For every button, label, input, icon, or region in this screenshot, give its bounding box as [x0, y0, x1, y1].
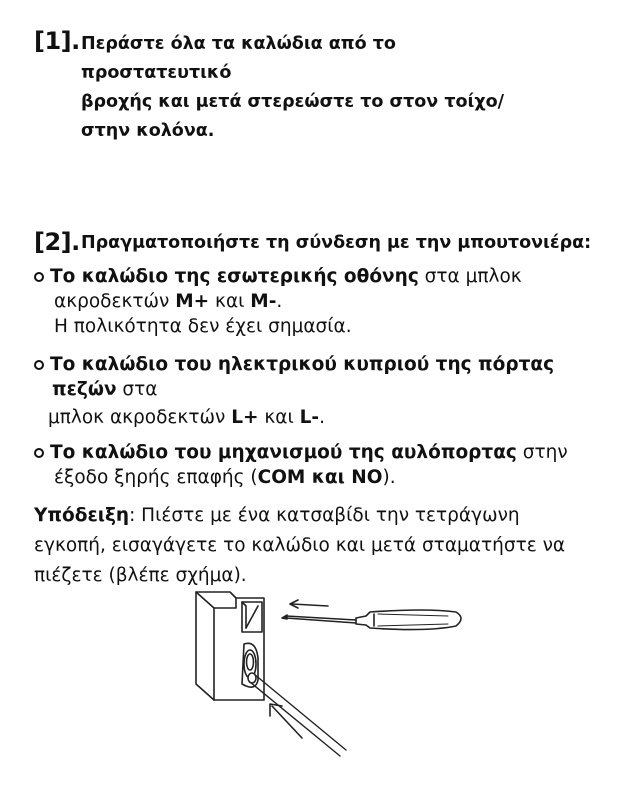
- bullet-text: στην: [516, 442, 568, 463]
- terminal-label: L+: [231, 407, 259, 428]
- hint: [34, 501, 614, 591]
- bullet-text: και: [258, 407, 300, 428]
- bullet-bold-text: Το καλώδιο της εσωτερικής οθόνης: [50, 266, 419, 287]
- bullet-text: μπλοκ ακροδεκτών: [48, 407, 232, 428]
- bullet-text: στα: [116, 379, 158, 400]
- bullet-text: στα μπλοκ: [418, 266, 522, 287]
- step-1-text: [81, 30, 621, 146]
- hint-label: Υπόδειξη: [34, 505, 130, 526]
- terminal-label: L-: [299, 407, 320, 428]
- bullet-icon: [34, 272, 44, 282]
- bullet-icon: [34, 360, 44, 370]
- bullet-bold-text: Το καλώδιο του μηχανισμού της αυλόπορτας: [50, 442, 517, 463]
- bullet-text: .: [276, 291, 283, 312]
- bullet-bold-text: πεζών: [52, 379, 117, 400]
- hint-text: εγκοπή, εισαγάγετε το καλώδιο και μετά σταματήστε να: [34, 535, 566, 556]
- bullet-text: ).: [382, 467, 396, 488]
- hint-text: πιέζετε (βλέπε σχήμα).: [34, 565, 247, 586]
- screwdriver-terminal-diagram-icon: [190, 588, 480, 768]
- step-1-number: [1].: [34, 27, 80, 55]
- terminal-label: M+: [175, 291, 210, 312]
- bullet-text: .: [319, 407, 325, 428]
- bullet-text: και: [209, 291, 251, 312]
- bullet-text: έξοδο ξηρής επαφής (: [54, 467, 258, 488]
- step-1-line: Περάστε όλα τα καλώδια από το: [81, 34, 396, 54]
- step-1-line: στην κολόνα.: [81, 121, 215, 141]
- bullet-text: Η πολικότητα δεν έχει σημασία.: [54, 316, 352, 337]
- step-1-line: προστατευτικό: [81, 63, 232, 83]
- bullet-icon: [34, 448, 44, 458]
- terminal-label: M-: [250, 291, 277, 312]
- bullet-text: ακροδεκτών: [54, 291, 176, 312]
- step-2-number: [2].: [34, 228, 80, 256]
- terminal-label: COM και NO: [257, 467, 383, 488]
- step-1-line: βροχής και μετά στερεώστε το στον τοίχο/: [81, 92, 505, 112]
- bullet-bold-text: Το καλώδιο του ηλεκτρικού κυπριού της πόρτας: [50, 354, 555, 375]
- hint-text: : Πιέστε με ένα κατσαβίδι την τετράγωνη: [129, 505, 520, 526]
- step-2-heading: Πραγματοποιήστε τη σύνδεση με την μπουτονιέρα:: [81, 233, 592, 253]
